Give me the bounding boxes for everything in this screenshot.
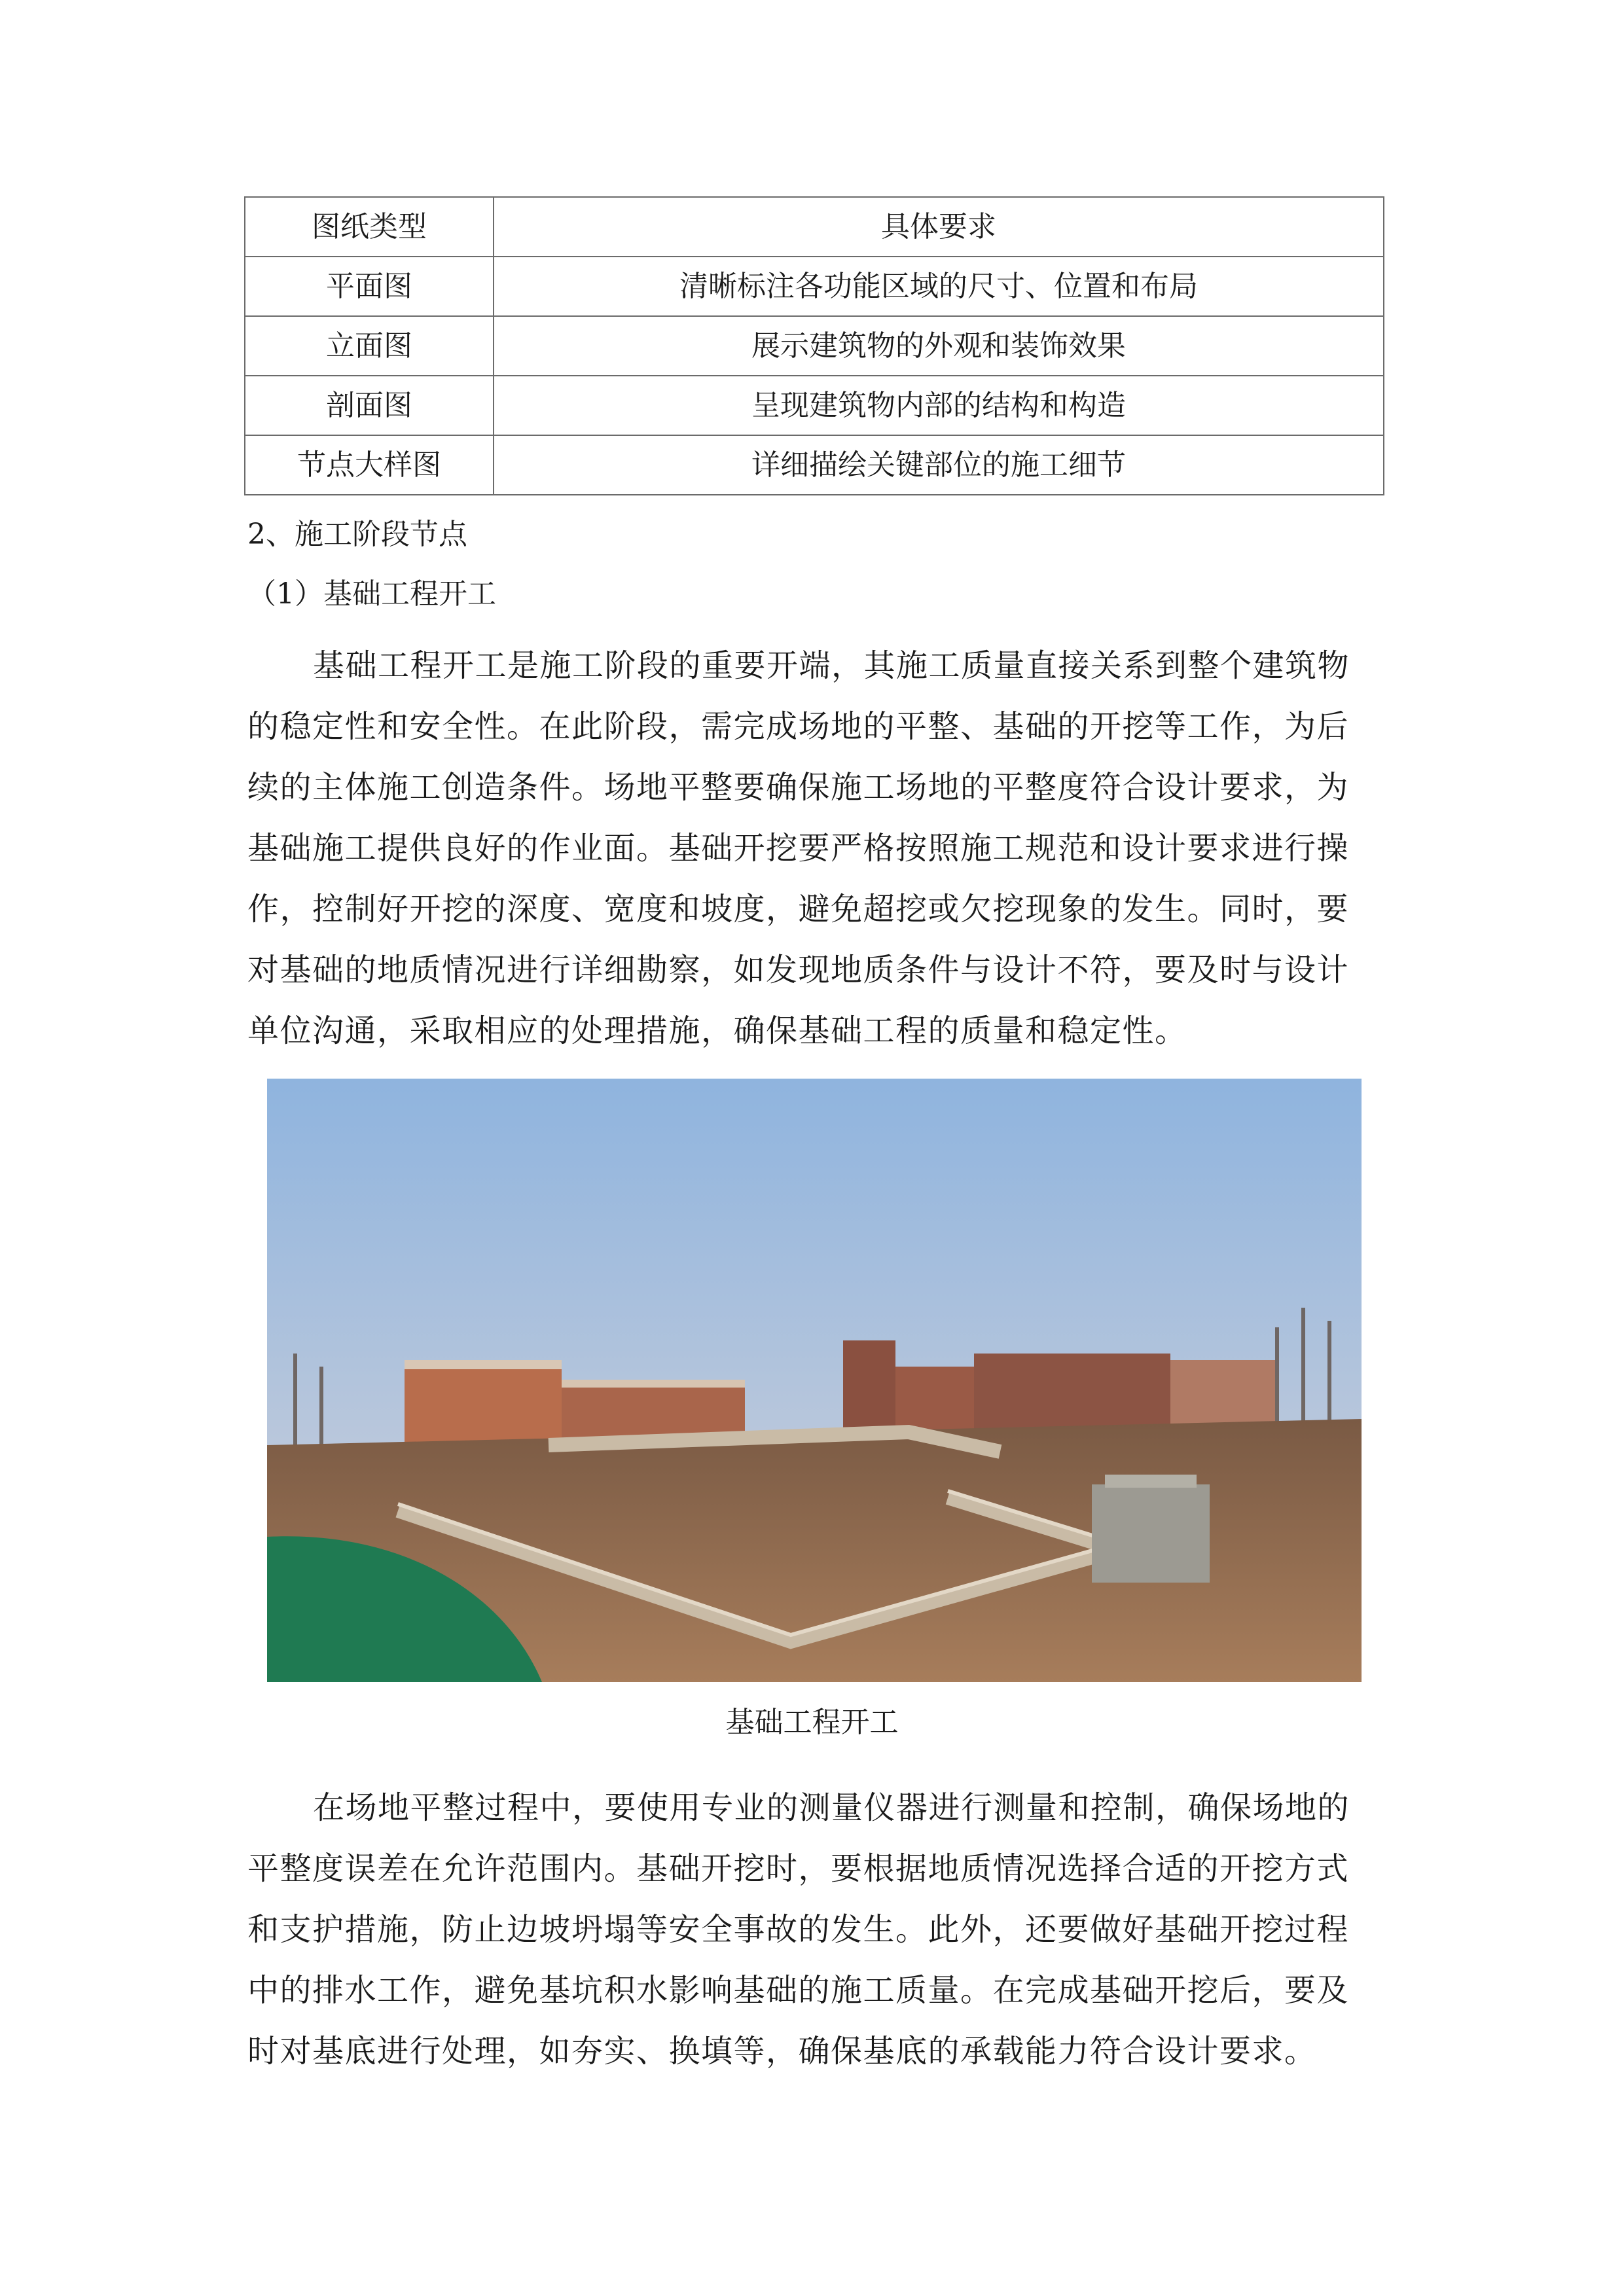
- table-row: [245, 435, 1384, 495]
- table-cell: 立面图: [245, 316, 494, 376]
- table-cell: 剖面图: [245, 376, 494, 435]
- table-header-cell: 图纸类型: [245, 197, 494, 257]
- paragraph-line: 的稳定性和安全性。在此阶段，需完成场地的平整、基础的开挖等工作，为后: [247, 708, 1350, 745]
- figure-caption: 基础工程开工: [725, 1706, 899, 1739]
- section-heading: 2、施工阶段节点: [247, 518, 467, 551]
- paragraph-line: 作，控制好开挖的深度、宽度和坡度，避免超挖或欠挖现象的发生。同时，要: [247, 891, 1350, 927]
- paragraph-line: 对基础的地质情况进行详细勘察，如发现地质条件与设计不符，要及时与设计: [247, 952, 1350, 988]
- table-cell: 展示建筑物的外观和装饰效果: [494, 316, 1384, 376]
- table-header-cell: 具体要求: [494, 197, 1384, 257]
- table-row: [245, 316, 1384, 376]
- drawing-requirements-table: [244, 196, 1384, 495]
- table-row: [245, 376, 1384, 435]
- table-cell: 清晰标注各功能区域的尺寸、位置和布局: [494, 257, 1384, 316]
- paragraph-line: 和支护措施，防止边坡坍塌等安全事故的发生。此外，还要做好基础开挖过程: [247, 1911, 1350, 1948]
- paragraph-line: 基础施工提供良好的作业面。基础开挖要严格按照施工规范和设计要求进行操: [247, 830, 1350, 867]
- paragraph-line: 单位沟通，采取相应的处理措施，确保基础工程的质量和稳定性。: [247, 1013, 1187, 1049]
- paragraph-line: 基础工程开工是施工阶段的重要开端，其施工质量直接关系到整个建筑物: [313, 647, 1350, 684]
- table-header-row: [245, 197, 1384, 257]
- subsection-heading: （1）基础工程开工: [247, 577, 496, 611]
- paragraph-line: 平整度误差在允许范围内。基础开挖时，要根据地质情况选择合适的开挖方式: [247, 1850, 1350, 1887]
- paragraph-line: 在场地平整过程中，要使用专业的测量仪器进行测量和控制，确保场地的: [313, 1789, 1350, 1826]
- paragraph-line: 中的排水工作，避免基坑积水影响基础的施工质量。在完成基础开挖后，要及: [247, 1972, 1350, 2009]
- table-cell: 节点大样图: [245, 435, 494, 495]
- table-cell: 平面图: [245, 257, 494, 316]
- construction-site-photo: [267, 1079, 1362, 1682]
- table-cell: 详细描绘关键部位的施工细节: [494, 435, 1384, 495]
- table-row: [245, 257, 1384, 316]
- paragraph-line: 续的主体施工创造条件。场地平整要确保施工场地的平整度符合设计要求，为: [247, 769, 1350, 806]
- table-cell: 呈现建筑物内部的结构和构造: [494, 376, 1384, 435]
- paragraph-line: 时对基底进行处理，如夯实、换填等，确保基底的承载能力符合设计要求。: [247, 2033, 1317, 2070]
